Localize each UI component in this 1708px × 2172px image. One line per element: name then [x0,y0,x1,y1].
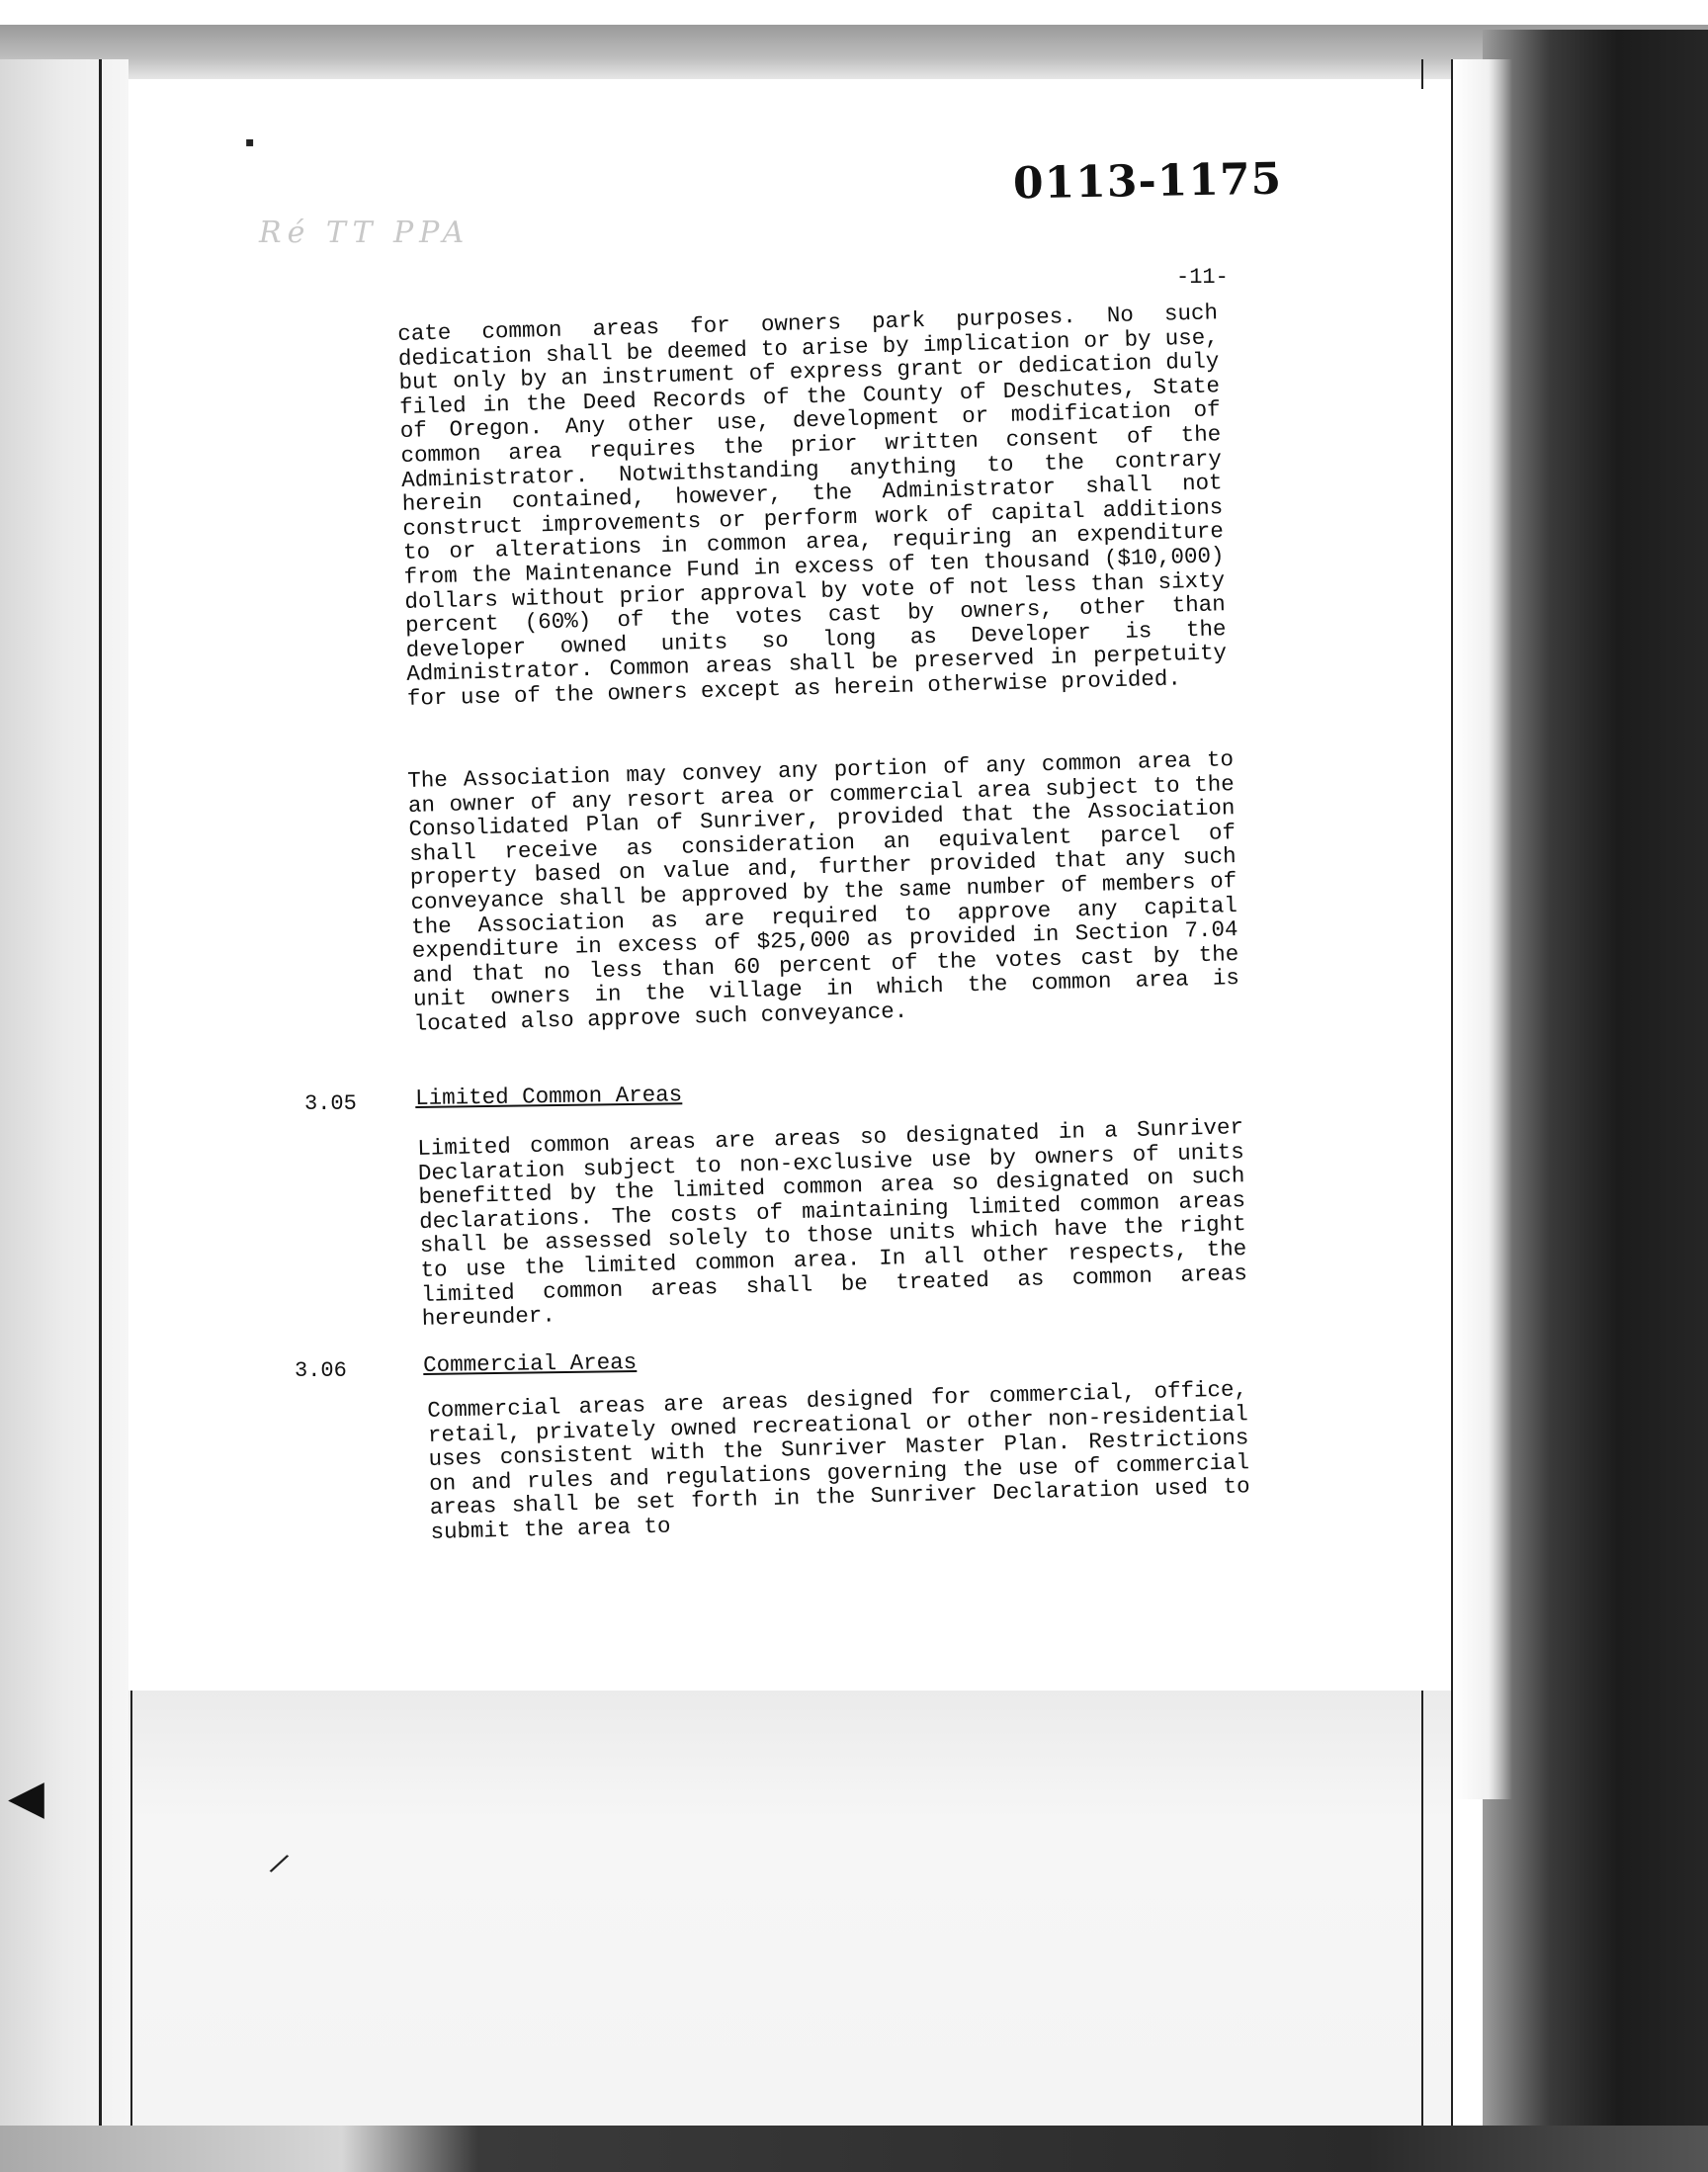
scan-bottom-border [0,2126,1708,2172]
stray-pen-mark: / [267,1846,293,1880]
section-title: Limited Common Areas [415,1082,683,1111]
section-number: 3.06 [295,1358,347,1383]
inner-left-line [130,1691,132,2126]
binder-notch-mark: ◀ [8,1770,44,1825]
section-number: 3.05 [304,1091,357,1116]
page-number: -11- [1176,265,1229,290]
scan-lower-shadow [128,1691,1453,2126]
body-paragraph: The Association may convey any portion of any common area to an owner of any resort area or commercial area subject to the Consolidated Plan of Sunriver, provided that the Association shall receive as consideration an equivalent parcel of property based on value and, further provided that any such conveyance shall be approved by the same number of members of the Association as are required to approve any capital expenditure in excess of $25,000 as provided in Section 7.04 and that no less than 60 percent of the votes cast by the unit owners in the village in which the common area is located also approve such conveyance. [406,746,1240,1037]
speck-mark: ▪ [245,134,255,150]
left-edge-line [99,59,102,2126]
section-paragraph: Commercial areas are areas designed for commercial, office, retail, privately owned recreational or other non-residential uses consistent with the Sunriver Master Plan. Restrictions on and rules and regulations governing the use of commercial areas shall be set forth in the Sunriver Declaration used to submit the area to [426,1376,1250,1545]
scan-right-border [1483,30,1708,2172]
torn-paper-edge [1453,59,1512,1799]
document-number: 0113-1175 [1012,153,1283,210]
section-paragraph: Limited common areas are areas so designated in a Sunriver Declaration subject to non-exclusive use by owners of units benefitted by the limited common area so designated on such declarations. The costs of maintaining limited common areas shall be assessed solely to those units which have the right to use the limited common area. In all other respects, the limited common areas shall be treated as common areas hereunder. [416,1114,1248,1333]
faint-stamp-text: Ré TT PPA [259,216,470,250]
section-title: Commercial Areas [423,1348,638,1378]
body-paragraph: cate common areas for owners park purposes. No such dedication shall be deemed to arise by implication or by use, but only by an instrument of express grant or dedication duly filed in the Deed Records of the County of Deschutes, State of Oregon. Any other use, development or modification of common area requires the prior written consent of the Administrator. Notwithstanding anything to the contrary herein contained, however, the Administrator shall not construct improvements or perform work of capital additions to or alterations in common area, requiring an expenditure from the Maintenance Fund in excess of ten thousand ($10,000) dollars without prior approval by vote of not less than sixty percent (60%) of the votes cast by owners, other than developer owned units so long as Developer is the Administrator. Common areas shall be preserved in perpetuity for use of the owners except as herein otherwise provided. [396,300,1228,712]
